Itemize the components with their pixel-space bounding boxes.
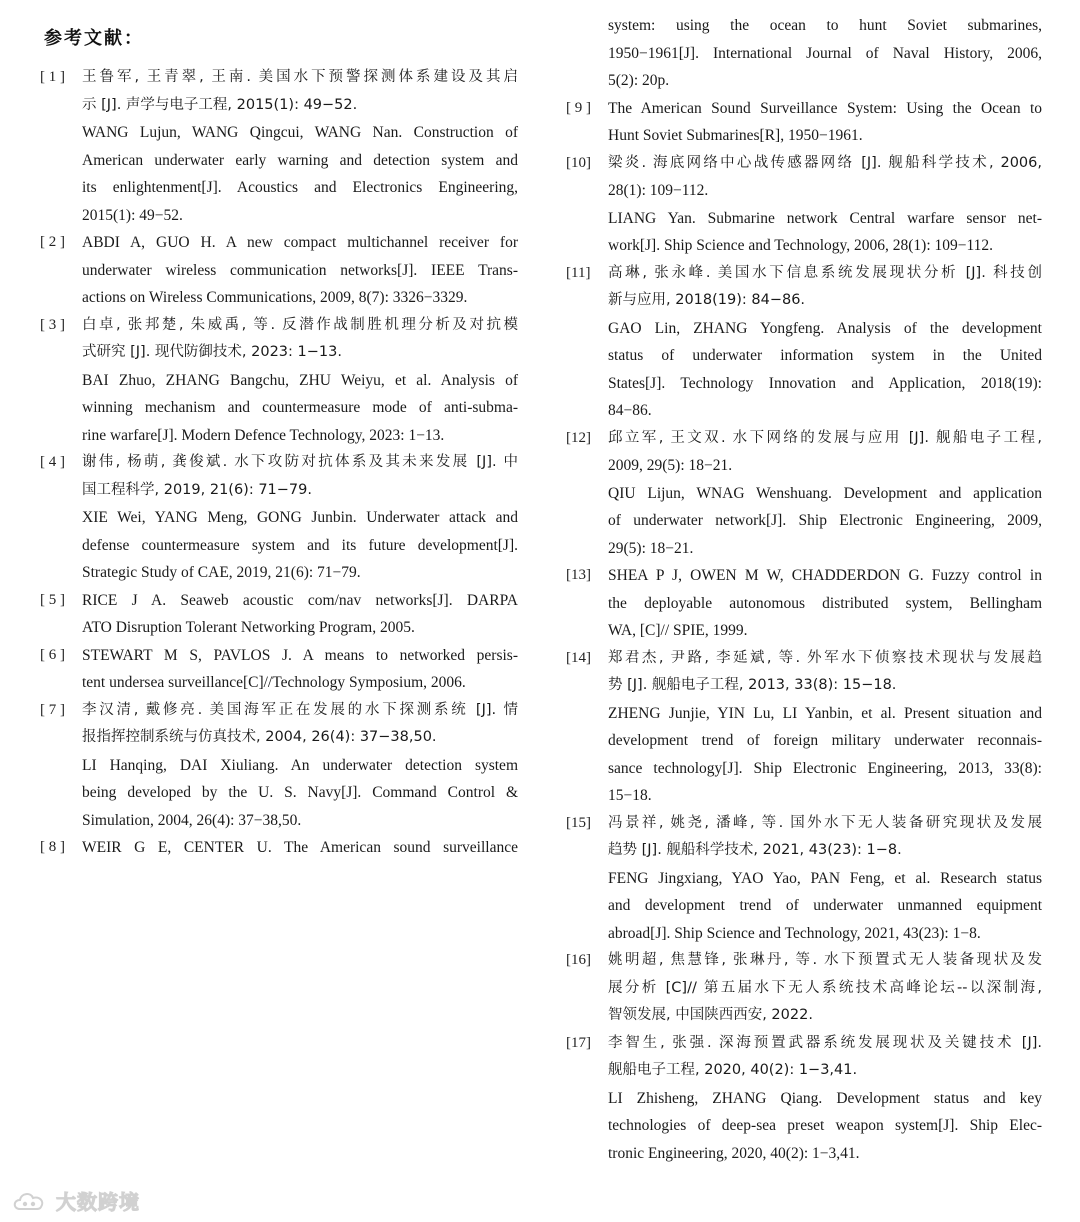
- reference-line: tronic Engineering, 2020, 40(2): 1−3,41.: [608, 1144, 860, 1162]
- reference-line: 5(2): 20p.: [608, 72, 670, 89]
- reference-line: 智领发展, 中国陕西西安, 2022.: [608, 1007, 813, 1023]
- reference-item: [40, 64, 518, 229]
- reference-line: 84−86.: [608, 402, 652, 419]
- reference-item: [40, 587, 518, 642]
- reference-line: 趋势 [J]. 舰船科学技术, 2021, 43(23): 1−8.: [608, 842, 902, 858]
- reference-number: [13]: [566, 567, 591, 583]
- reference-item: [40, 229, 518, 312]
- reference-line: LIANG Yan. Submarine network Central warfare sensor net-: [608, 209, 1042, 227]
- reference-text: [608, 260, 1042, 425]
- reference-line: 梁炎. 海底网络中心战传感器网络 [J]. 舰船科学技术, 2006,: [608, 154, 1042, 171]
- reference-item: [566, 95, 1042, 150]
- reference-line: and development trend of underwater unmanned equipment: [608, 897, 1042, 914]
- references-heading: 参考文献：: [44, 28, 144, 49]
- reference-line: sance technology[J]. Ship Electronic Engineering, 2013, 33(8):: [608, 759, 1042, 777]
- reference-line: 势 [J]. 舰船电子工程, 2013, 33(8): 15−18.: [608, 677, 897, 693]
- reference-line: WEIR G E, CENTER U. The American sound surveillance: [82, 839, 518, 856]
- reference-number: [10]: [566, 154, 591, 171]
- reference-line: the deployable autonomous distributed system, Bellingham: [608, 594, 1042, 612]
- reference-text: [82, 312, 518, 450]
- reference-text: [608, 947, 1042, 1030]
- reference-text: [608, 150, 1042, 260]
- reference-text: [608, 645, 1042, 810]
- reference-line: 29(5): 18−21.: [608, 539, 694, 557]
- reference-line: technologies of deep-sea preset weapon system[J]. Ship Elec-: [608, 1117, 1042, 1134]
- reference-line: STEWART M S, PAVLOS J. A means to networked persis-: [82, 646, 518, 664]
- reference-text: [608, 562, 1042, 645]
- reference-line: defense countermeasure system and its future development[J].: [82, 536, 518, 554]
- reference-line: LI Zhisheng, ZHANG Qiang. Development status and key: [608, 1089, 1042, 1107]
- reference-number: [ 9 ]: [566, 99, 591, 116]
- reference-number: [ 4 ]: [40, 454, 65, 470]
- reference-item: [40, 642, 518, 697]
- reference-number: [ 2 ]: [40, 234, 65, 250]
- reference-number: [ 3 ]: [40, 316, 65, 333]
- reference-line: 邱立军, 王文双. 水下网络的发展与应用 [J]. 舰船电子工程,: [608, 429, 1042, 446]
- reference-line: rine warfare[J]. Modern Defence Technology, 2023: 1−13.: [82, 426, 445, 444]
- reference-line: actions on Wireless Communications, 2009, 8(7): 3326−3329.: [82, 289, 468, 306]
- reference-line: SHEA P J, OWEN M W, CHADDERDON G. Fuzzy control in: [608, 567, 1042, 584]
- reference-line: LI Hanqing, DAI Xiuliang. An underwater detection system: [82, 756, 518, 774]
- reference-item: [566, 810, 1042, 948]
- reference-line: GAO Lin, ZHANG Yongfeng. Analysis of the development: [608, 319, 1042, 337]
- reference-number: [16]: [566, 952, 591, 968]
- reference-line: status of underwater information system in the United: [608, 347, 1042, 364]
- reference-line: abroad[J]. Ship Science and Technology, 2021, 43(23): 1−8.: [608, 924, 981, 942]
- reference-item: [566, 425, 1042, 563]
- reference-number: [14]: [566, 649, 591, 666]
- watermark: [10, 1186, 140, 1215]
- reference-number: [12]: [566, 429, 591, 446]
- reference-line: 舰船电子工程, 2020, 40(2): 1−3,41.: [608, 1062, 858, 1078]
- cloud-logo-icon: [10, 1189, 50, 1213]
- reference-text: [608, 810, 1042, 948]
- reference-line: 高琳, 张永峰. 美国水下信息系统发展现状分析 [J]. 科技创: [608, 264, 1042, 281]
- reference-line: BAI Zhuo, ZHANG Bangchu, ZHU Weiyu, et al. Analysis of: [82, 371, 518, 389]
- reference-text: [608, 12, 1042, 95]
- reference-text: [82, 587, 518, 642]
- reference-line: 2009, 29(5): 18−21.: [608, 457, 733, 474]
- reference-item: [40, 449, 518, 587]
- reference-number: [ 6 ]: [40, 646, 65, 663]
- reference-line: 展分析 [C]// 第五届水下无人系统技术高峰论坛--以深制海,: [608, 979, 1042, 996]
- reference-line: ABDI A, GUO H. A new compact multichannel receiver for: [82, 234, 518, 251]
- reference-line: 王鲁军, 王青翠, 王南. 美国水下预警探测体系建设及其启: [82, 69, 518, 85]
- reference-text: [82, 449, 518, 587]
- reference-line: Simulation, 2004, 26(4): 37−38,50.: [82, 811, 302, 829]
- reference-column-left: [40, 64, 518, 862]
- reference-line: FENG Jingxiang, YAO Yao, PAN Feng, et al. Research status: [608, 869, 1042, 887]
- reference-text: [82, 642, 518, 697]
- reference-line: being developed by the U. S. Navy[J]. Command Control &: [82, 784, 518, 801]
- reference-line: work[J]. Ship Science and Technology, 2006, 28(1): 109−112.: [608, 237, 994, 254]
- reference-line: 国工程科学, 2019, 21(6): 71−79.: [82, 481, 312, 498]
- reference-line: system: using the ocean to hunt Soviet submarines,: [608, 17, 1042, 34]
- reference-line: ATO Disruption Tolerant Networking Program, 2005.: [82, 619, 415, 636]
- reference-line: ZHENG Junjie, YIN Lu, LI Yanbin, et al. Present situation and: [608, 704, 1042, 722]
- reference-item: [566, 947, 1042, 1030]
- reference-line: development trend of foreign military underwater reconnais-: [608, 732, 1042, 749]
- reference-line: The American Sound Surveillance System: Using the Ocean to: [608, 99, 1042, 117]
- reference-line: Strategic Study of CAE, 2019, 21(6): 71−79.: [82, 564, 361, 581]
- reference-line: 式研究 [J]. 现代防御技术, 2023: 1−13.: [82, 344, 342, 360]
- reference-line: winning mechanism and countermeasure mode of anti-subma-: [82, 399, 518, 416]
- reference-line: tent undersea surveillance[C]//Technology Symposium, 2006.: [82, 674, 466, 691]
- reference-line: its enlightenment[J]. Acoustics and Electronics Engineering,: [82, 179, 518, 196]
- reference-line: QIU Lijun, WNAG Wenshuang. Development and application: [608, 484, 1042, 502]
- reference-line: Hunt Soviet Submarines[R], 1950−1961.: [608, 127, 863, 144]
- reference-line: 1950−1961[J]. International Journal of Naval History, 2006,: [608, 44, 1042, 62]
- reference-text: [82, 64, 518, 229]
- reference-line: American underwater early warning and detection system and: [82, 151, 518, 169]
- reference-number: [11]: [566, 264, 591, 281]
- reference-line: 白卓, 张邦楚, 朱威禹, 等. 反潜作战制胜机理分析及对抗模: [82, 316, 518, 333]
- reference-text: [608, 1030, 1042, 1168]
- reference-line: WANG Lujun, WANG Qingcui, WANG Nan. Construction of: [82, 124, 518, 141]
- reference-item: [40, 834, 518, 862]
- reference-line: underwater wireless communication networks[J]. IEEE Trans-: [82, 261, 518, 279]
- reference-item: [40, 312, 518, 450]
- reference-line: 姚明超, 焦慧锋, 张琳丹, 等. 水下预置式无人装备现状及发: [608, 952, 1042, 968]
- watermark-text: 大数跨境: [56, 1190, 140, 1214]
- reference-number: [ 5 ]: [40, 591, 65, 608]
- reference-item: [566, 12, 1042, 95]
- reference-line: XIE Wei, YANG Meng, GONG Junbin. Underwater attack and: [82, 509, 518, 526]
- reference-text: [608, 425, 1042, 563]
- reference-item: [566, 260, 1042, 425]
- reference-text: [82, 229, 518, 312]
- reference-line: of underwater network[J]. Ship Electronic Engineering, 2009,: [608, 512, 1042, 529]
- reference-number: [15]: [566, 814, 591, 831]
- reference-item: [566, 150, 1042, 260]
- reference-text: [82, 834, 518, 862]
- reference-line: 15−18.: [608, 787, 652, 804]
- reference-line: 示 [J]. 声学与电子工程, 2015(1): 49−52.: [82, 96, 358, 113]
- reference-column-right: [566, 12, 1042, 1167]
- reference-line: 2015(1): 49−52.: [82, 206, 183, 224]
- reference-line: 报指挥控制系统与仿真技术, 2004, 26(4): 37−38,50.: [82, 729, 437, 745]
- reference-number: [ 1 ]: [40, 69, 65, 85]
- reference-item: [566, 1030, 1042, 1168]
- reference-text: [82, 697, 518, 835]
- reference-line: 李智生, 张强. 深海预置武器系统发展现状及关键技术 [J].: [608, 1034, 1042, 1051]
- reference-line: 冯景祥, 姚尧, 潘峰, 等. 国外水下无人装备研究现状及发展: [608, 814, 1042, 831]
- reference-line: States[J]. Technology Innovation and Application, 2018(19):: [608, 374, 1042, 392]
- reference-line: 新与应用, 2018(19): 84−86.: [608, 292, 806, 308]
- reference-number: [ 8 ]: [40, 839, 65, 855]
- reference-item: [40, 697, 518, 835]
- reference-item: [566, 562, 1042, 645]
- reference-line: 郑君杰, 尹路, 李延斌, 等. 外军水下侦察技术现状与发展趋: [608, 649, 1042, 666]
- reference-line: 谢伟, 杨萌, 龚俊斌. 水下攻防对抗体系及其未来发展 [J]. 中: [82, 454, 518, 470]
- reference-item: [566, 645, 1042, 810]
- reference-number: [ 7 ]: [40, 701, 65, 718]
- reference-line: 李汉清, 戴修亮. 美国海军正在发展的水下探测系统 [J]. 情: [82, 701, 518, 718]
- reference-number: [17]: [566, 1034, 591, 1051]
- reference-text: [608, 95, 1042, 150]
- reference-line: WA, [C]// SPIE, 1999.: [608, 622, 748, 639]
- reference-line: 28(1): 109−112.: [608, 182, 709, 199]
- reference-line: RICE J A. Seaweb acoustic com/nav networks[J]. DARPA: [82, 591, 518, 609]
